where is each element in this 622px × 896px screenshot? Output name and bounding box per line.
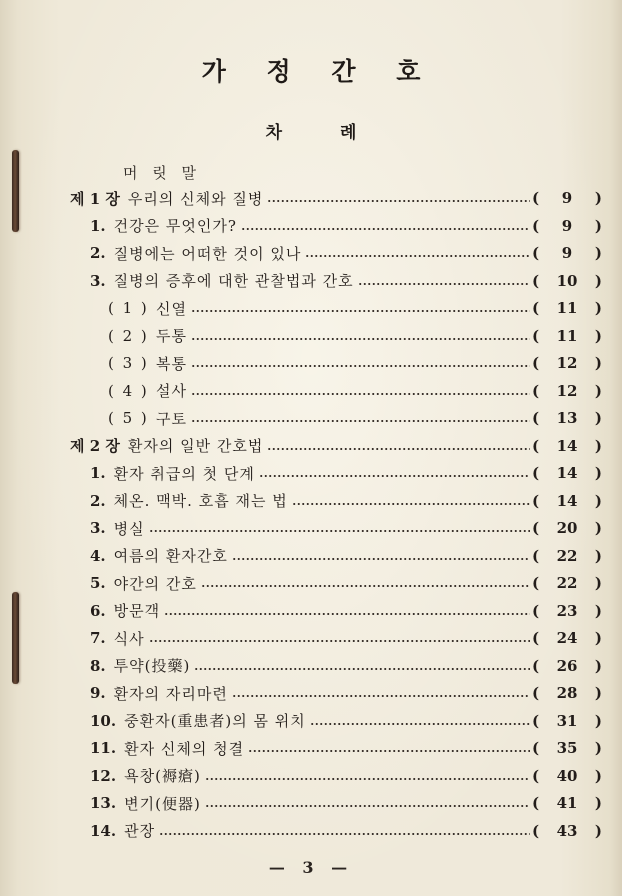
toc-entry-page bbox=[532, 547, 602, 565]
page-bracket-open: ( bbox=[532, 491, 540, 510]
dot-leader bbox=[164, 612, 530, 616]
page-ref-number: 14 bbox=[556, 491, 578, 510]
toc-entry-number: ( 4 ) bbox=[108, 381, 149, 400]
toc-entry-number: 12. bbox=[90, 766, 117, 785]
toc-entry-page bbox=[532, 437, 602, 455]
toc-entry-label: 투약(投藥) bbox=[113, 657, 191, 675]
page-bracket-open: ( bbox=[532, 381, 540, 400]
page-bracket-open: ( bbox=[532, 794, 540, 812]
toc-entry-label: 야간의 간호 bbox=[113, 574, 197, 593]
page-ref-number: 22 bbox=[556, 574, 578, 592]
toc-entry-label: 환자의 자리마련 bbox=[113, 684, 228, 703]
toc-entry-number: 6. bbox=[90, 601, 106, 620]
toc-entry-page bbox=[532, 822, 602, 840]
toc-entry-page bbox=[532, 382, 602, 400]
page-bracket-open: ( bbox=[532, 326, 540, 345]
toc-entry-page bbox=[532, 189, 602, 207]
page-ref-number: 11 bbox=[556, 326, 578, 345]
toc-entry-label: 환자 취급의 첫 단계 bbox=[113, 464, 255, 483]
page-ref-number: 35 bbox=[556, 739, 578, 757]
toc-entry-number: 1. bbox=[90, 464, 106, 482]
page-bracket-close: ) bbox=[594, 381, 602, 400]
page-bracket-close: ) bbox=[594, 491, 602, 510]
toc-entry-page bbox=[532, 327, 602, 345]
page-ref-number: 31 bbox=[556, 711, 578, 730]
toc-entry-page bbox=[532, 712, 602, 730]
toc-entry-number: 13. bbox=[90, 794, 117, 812]
page-bracket-close: ) bbox=[594, 546, 602, 565]
toc-entry-page bbox=[532, 272, 602, 290]
toc-entry bbox=[90, 681, 602, 705]
page-bracket-open: ( bbox=[532, 629, 540, 647]
page-bracket-open: ( bbox=[532, 189, 540, 207]
page-ref-number: 14 bbox=[556, 464, 578, 482]
dot-leader bbox=[259, 474, 530, 478]
page-ref-number: 11 bbox=[556, 299, 578, 317]
toc-entry-page bbox=[532, 492, 602, 510]
preface-entry: 머 릿 말 bbox=[123, 164, 202, 182]
page-bracket-open: ( bbox=[532, 711, 540, 730]
dot-leader bbox=[305, 254, 530, 258]
toc-entry-label: 복통 bbox=[156, 354, 187, 373]
toc-entry-label: 여름의 환자간호 bbox=[113, 547, 228, 565]
page-ref-number: 26 bbox=[556, 656, 578, 675]
toc-entry-page bbox=[532, 794, 602, 812]
toc-entry-label: 식사 bbox=[113, 629, 145, 648]
toc-entry bbox=[70, 434, 602, 458]
page-bracket-close: ) bbox=[594, 464, 602, 482]
toc-entry-label: 방문객 bbox=[113, 602, 161, 620]
toc-entry bbox=[90, 516, 602, 540]
toc-entry bbox=[90, 654, 602, 678]
dot-leader bbox=[191, 419, 530, 423]
page-bracket-close: ) bbox=[594, 684, 602, 702]
toc-entry-number: 3. bbox=[90, 519, 106, 537]
toc-entry-label: 질병에는 어떠한 것이 있나 bbox=[113, 244, 302, 263]
toc-entry-label: 건강은 무엇인가? bbox=[113, 217, 237, 235]
dot-leader bbox=[191, 392, 530, 396]
toc-entry bbox=[108, 406, 602, 430]
toc-entry-label: 질병의 증후에 대한 관찰법과 간호 bbox=[113, 272, 354, 290]
page-ref-number: 22 bbox=[556, 546, 578, 565]
toc-entry-page bbox=[532, 602, 602, 620]
page-bracket-close: ) bbox=[594, 766, 602, 785]
toc-entry bbox=[90, 214, 602, 238]
toc-entry bbox=[108, 324, 602, 348]
toc-entry-label: 병실 bbox=[113, 519, 145, 538]
page-title: 가 정 간 호 bbox=[201, 57, 437, 86]
toc-entry-number: 2. bbox=[90, 244, 106, 262]
toc-entry bbox=[90, 544, 602, 568]
dot-leader bbox=[149, 529, 530, 533]
page-ref-number: 12 bbox=[556, 354, 578, 372]
dot-leader bbox=[194, 667, 530, 671]
toc-entry-label: 욕창(褥瘡) bbox=[124, 767, 201, 785]
page-bracket-open: ( bbox=[532, 216, 540, 235]
page-bracket-open: ( bbox=[532, 684, 540, 702]
toc-entry-number: 11. bbox=[90, 739, 117, 757]
page-bracket-close: ) bbox=[594, 189, 602, 207]
dot-leader bbox=[205, 777, 530, 781]
toc-entry-number: 4. bbox=[90, 546, 106, 565]
toc-entry-label: 변기(便器) bbox=[124, 794, 201, 813]
page-bracket-open: ( bbox=[532, 574, 540, 592]
dot-leader bbox=[358, 282, 530, 286]
toc-entry-number: 2. bbox=[90, 491, 106, 510]
page-bracket-open: ( bbox=[532, 464, 540, 482]
toc-entry bbox=[108, 379, 602, 403]
toc-entry-number: ( 2 ) bbox=[108, 326, 149, 345]
toc-entry-label: 관장 bbox=[124, 822, 156, 840]
toc-entry-label: 체온. 맥박. 호흡 재는 법 bbox=[113, 492, 288, 510]
page-bracket-close: ) bbox=[594, 519, 602, 537]
page-bracket-open: ( bbox=[532, 546, 540, 565]
dot-leader bbox=[191, 337, 530, 341]
toc-entry bbox=[90, 764, 602, 788]
page-ref-number: 9 bbox=[561, 189, 573, 207]
toc-entry-number: 5. bbox=[90, 574, 106, 592]
toc-entry bbox=[90, 599, 602, 623]
page-bracket-close: ) bbox=[594, 299, 602, 317]
toc-entry bbox=[90, 571, 602, 595]
toc-entry-page bbox=[532, 629, 602, 647]
page-ref-number: 13 bbox=[556, 409, 578, 427]
page-ref-number: 10 bbox=[556, 271, 578, 290]
dot-leader bbox=[159, 832, 530, 836]
toc-entry bbox=[90, 269, 602, 293]
toc-entry bbox=[90, 489, 602, 513]
page-ref-number: 23 bbox=[556, 601, 578, 620]
toc-entry-number: 제 1 장 bbox=[70, 189, 120, 208]
toc-entry-number: ( 5 ) bbox=[108, 409, 149, 427]
toc-heading: 차 례 bbox=[265, 123, 383, 143]
dot-leader bbox=[292, 502, 530, 506]
dot-leader bbox=[191, 309, 530, 313]
page-bracket-open: ( bbox=[532, 519, 540, 537]
page-bracket-close: ) bbox=[594, 409, 602, 427]
dot-leader bbox=[201, 584, 530, 588]
page-bracket-close: ) bbox=[594, 326, 602, 345]
page-bracket-open: ( bbox=[532, 409, 540, 427]
toc-entry-label: 중환자(重患者)의 몸 위치 bbox=[124, 712, 306, 730]
page-ref-number: 24 bbox=[556, 629, 578, 647]
toc-entry-page bbox=[532, 217, 602, 235]
toc-entry bbox=[90, 736, 602, 760]
toc-entry-number: 1. bbox=[90, 216, 106, 235]
toc-entry bbox=[90, 626, 602, 650]
toc-entry bbox=[90, 461, 602, 485]
toc-entry-page bbox=[532, 244, 602, 262]
toc-entry-page bbox=[532, 409, 602, 427]
page-bracket-open: ( bbox=[532, 244, 540, 262]
toc-entry-page bbox=[532, 574, 602, 592]
toc-entry-label: 구토 bbox=[156, 409, 187, 428]
toc-entry-number: ( 1 ) bbox=[108, 299, 149, 317]
dot-leader bbox=[232, 557, 530, 561]
toc-entry-label: 우리의 신체와 질병 bbox=[127, 189, 264, 208]
dot-leader bbox=[267, 447, 530, 451]
toc-entry-label: 환자 신체의 청결 bbox=[124, 739, 245, 758]
page-bracket-close: ) bbox=[594, 216, 602, 235]
toc-entry-page bbox=[532, 464, 602, 482]
page-ref-number: 9 bbox=[561, 216, 573, 235]
toc-entry bbox=[90, 819, 602, 843]
toc-entry-page bbox=[532, 767, 602, 785]
toc-entry bbox=[108, 351, 602, 375]
page-bracket-close: ) bbox=[594, 739, 602, 757]
page-bracket-close: ) bbox=[594, 601, 602, 620]
toc-entry-page bbox=[532, 684, 602, 702]
page-bracket-open: ( bbox=[532, 656, 540, 675]
dot-leader bbox=[149, 639, 530, 643]
toc-entry bbox=[108, 296, 602, 320]
toc-entry-number: 14. bbox=[90, 821, 117, 840]
page-bracket-close: ) bbox=[594, 244, 602, 262]
toc-entry bbox=[70, 186, 602, 210]
toc-entry-number: 7. bbox=[90, 629, 106, 647]
page-bracket-open: ( bbox=[532, 271, 540, 290]
page-bracket-close: ) bbox=[594, 271, 602, 290]
page-ref-number: 28 bbox=[556, 684, 578, 702]
page-bracket-close: ) bbox=[594, 711, 602, 730]
dot-leader bbox=[205, 804, 530, 808]
dot-leader bbox=[241, 227, 530, 231]
toc-entry-number: 3. bbox=[90, 271, 106, 290]
page-bracket-open: ( bbox=[532, 766, 540, 785]
page-bracket-close: ) bbox=[594, 629, 602, 647]
page-number: — 3 — bbox=[268, 858, 354, 877]
page-ref-number: 43 bbox=[556, 821, 578, 840]
page-ref-number: 41 bbox=[556, 794, 578, 812]
toc-entry bbox=[90, 241, 602, 265]
toc-entry-number: ( 3 ) bbox=[108, 354, 149, 372]
toc-entry-label: 신열 bbox=[156, 299, 187, 318]
toc-entry-page bbox=[532, 657, 602, 675]
page-bracket-open: ( bbox=[532, 739, 540, 757]
page-bracket-close: ) bbox=[594, 436, 602, 455]
toc-entry-page bbox=[532, 739, 602, 757]
page-bracket-close: ) bbox=[594, 574, 602, 592]
page-ref-number: 12 bbox=[556, 381, 578, 400]
toc-entry bbox=[90, 791, 602, 815]
dot-leader bbox=[232, 694, 530, 698]
page-bracket-open: ( bbox=[532, 299, 540, 317]
page-ref-number: 9 bbox=[561, 244, 573, 262]
toc-entry-number: 8. bbox=[90, 656, 106, 675]
toc-entry-label: 설사 bbox=[156, 382, 187, 400]
toc-entry-page bbox=[532, 354, 602, 372]
dot-leader bbox=[310, 722, 530, 726]
page-bracket-close: ) bbox=[594, 821, 602, 840]
page-ref-number: 20 bbox=[556, 519, 578, 537]
toc-entry-number: 9. bbox=[90, 684, 106, 702]
page-bracket-open: ( bbox=[532, 821, 540, 840]
toc-entry-number: 제 2 장 bbox=[70, 437, 120, 455]
toc-entry-page bbox=[532, 299, 602, 317]
toc-entry-label: 두통 bbox=[156, 327, 187, 345]
page-bracket-open: ( bbox=[532, 436, 540, 455]
page-bracket-open: ( bbox=[532, 354, 540, 372]
dot-leader bbox=[248, 749, 530, 753]
page-bracket-close: ) bbox=[594, 656, 602, 675]
page-bracket-open: ( bbox=[532, 601, 540, 620]
toc-entry-page bbox=[532, 519, 602, 537]
page-bracket-close: ) bbox=[594, 794, 602, 812]
page-ref-number: 14 bbox=[556, 436, 578, 455]
toc-entry-number: 10. bbox=[90, 711, 117, 730]
toc-entry-label: 환자의 일반 간호법 bbox=[127, 437, 264, 455]
toc-entry bbox=[90, 709, 602, 733]
page-bracket-close: ) bbox=[594, 354, 602, 372]
dot-leader bbox=[267, 199, 530, 203]
dot-leader bbox=[191, 364, 530, 368]
page-ref-number: 40 bbox=[556, 766, 578, 785]
